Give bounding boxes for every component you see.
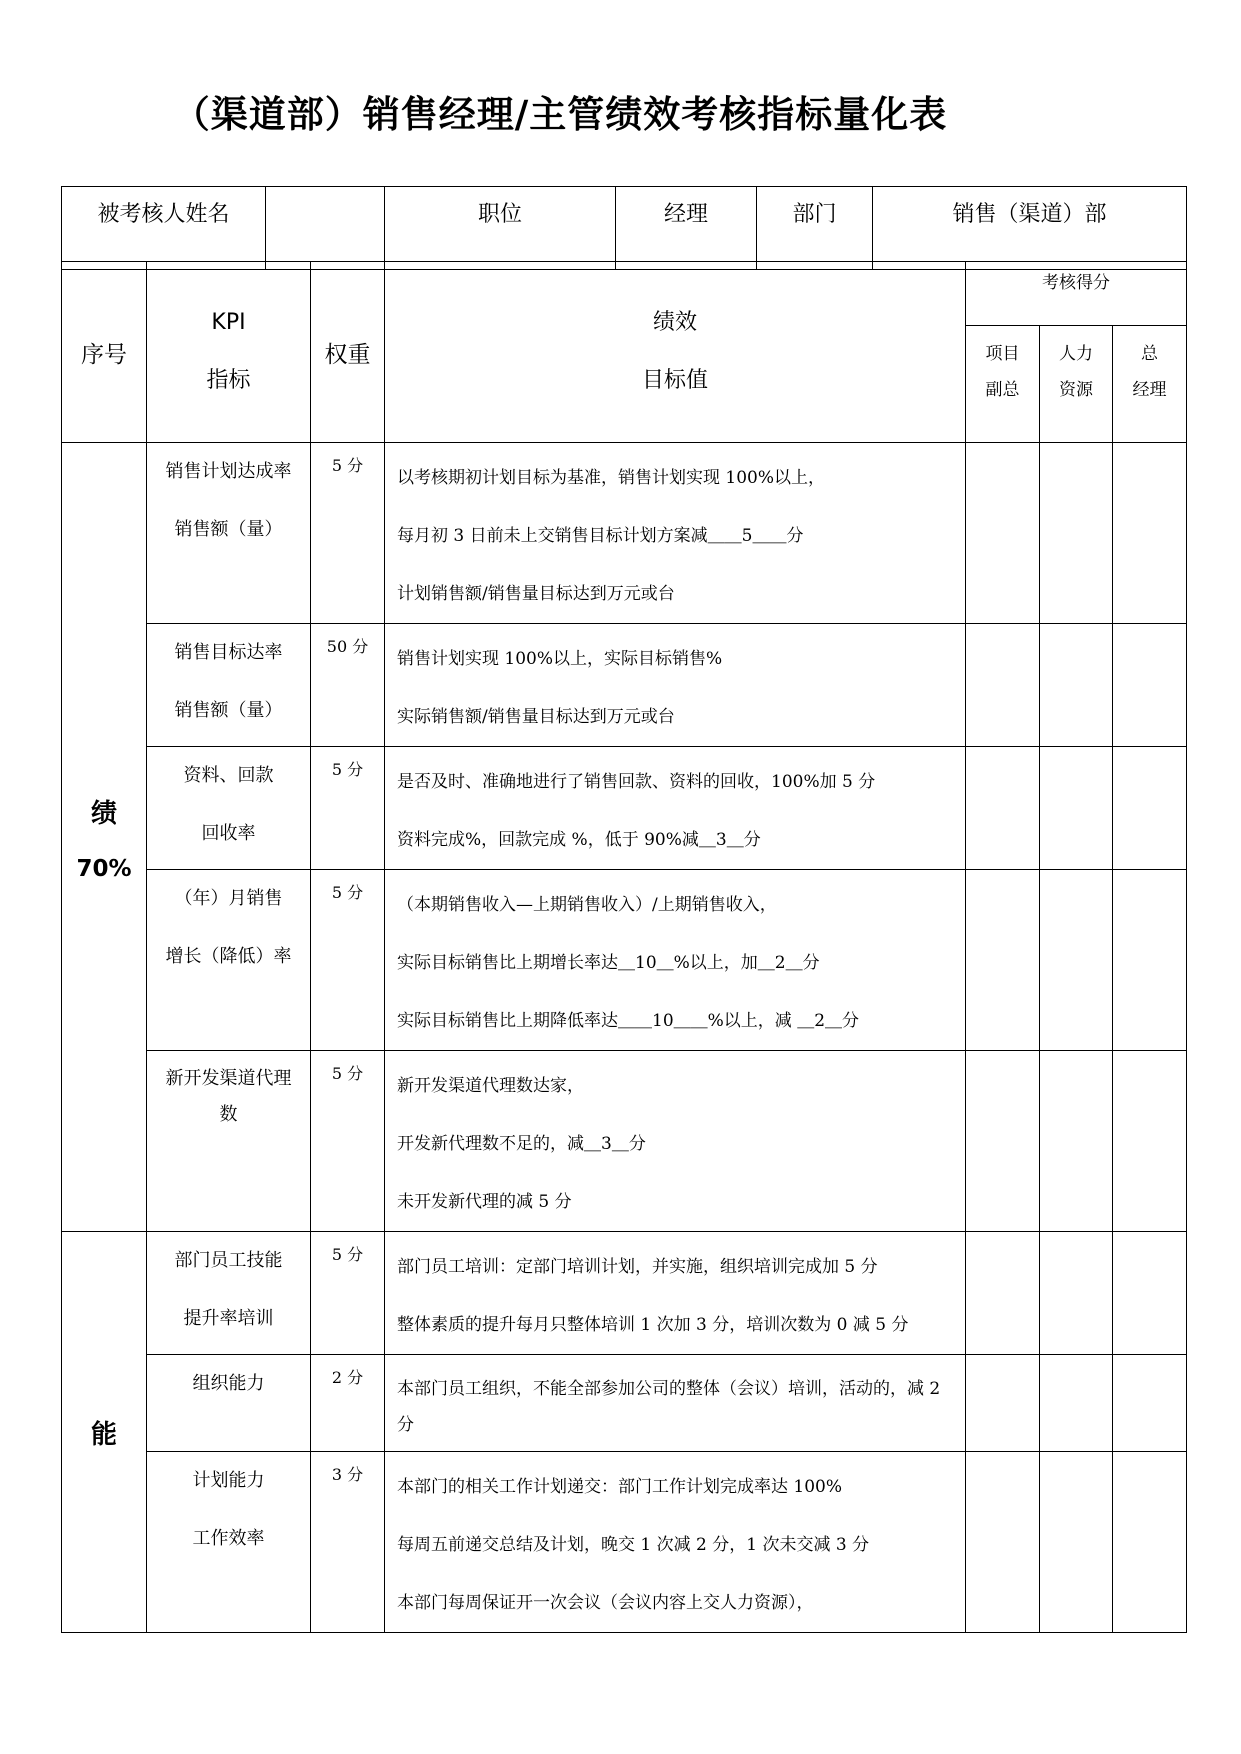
kpi-name [147,747,311,870]
kpi-line: 销售计划达成率 [165,461,292,482]
header-score-vp-line2: 副总 [985,380,1020,400]
header-weight: 权重 [311,262,385,443]
score-hr-cell[interactable] [1040,1232,1113,1355]
target-line: 销售计划实现 100%以上，实际目标销售% [397,649,723,669]
score-vp-cell[interactable] [966,1452,1040,1633]
target-line: 整体素质的提升每月只整体培训 1 次加 3 分，培训次数为 0 减 5 分 [397,1315,909,1335]
header-score-gm [1113,326,1187,443]
header-score-gm-line2: 经理 [1132,380,1167,400]
score-gm-cell[interactable] [1113,1355,1187,1452]
name-label: 被考核人姓名 [62,187,266,270]
kpi-target [385,1232,966,1355]
target-line: 实际销售额/销售量目标达到万元或台 [397,707,675,727]
header-kpi-line1: KPI [211,310,246,335]
score-vp-cell[interactable] [966,1051,1040,1232]
kpi-line: 资料、回款 [183,765,274,786]
kpi-weight: 5 分 [311,870,385,1051]
header-score-hr [1040,326,1113,443]
table-row [62,870,1187,1051]
kpi-target [385,1355,966,1452]
kpi-name [147,443,311,624]
table-row [62,1051,1187,1232]
target-line: 是否及时、准确地进行了销售回款、资料的回收，100%加 5 分 [397,772,876,792]
target-line: 实际目标销售比上期增长率达＿10＿%以上，加＿2＿分 [397,953,820,973]
target-line: 未开发新代理的减 5 分 [397,1192,572,1212]
employee-info-table [61,186,1187,270]
kpi-weight: 3 分 [311,1452,385,1633]
target-line: 部门员工培训：定部门培训计划，并实施，组织培训完成加 5 分 [397,1257,878,1277]
score-vp-cell[interactable] [966,443,1040,624]
score-hr-cell[interactable] [1040,870,1113,1051]
target-line: 资料完成%，回款完成 %，低于 90%减＿3＿分 [397,830,761,850]
table-row [62,443,1187,624]
kpi-weight: 50 分 [311,624,385,747]
kpi-line: 工作效率 [192,1528,265,1549]
target-line: （本期销售收入—上期销售收入）/上期销售收入， [397,895,777,915]
kpi-line: 新开发渠道代理 [165,1068,292,1089]
kpi-weight: 2 分 [311,1355,385,1452]
header-performance-line1: 绩效 [652,310,697,335]
kpi-target [385,443,966,624]
kpi-weight: 5 分 [311,1051,385,1232]
score-gm-cell[interactable] [1113,1051,1187,1232]
target-line: 新开发渠道代理数达家， [397,1076,584,1096]
kpi-name [147,870,311,1051]
header-performance [385,262,966,443]
name-value[interactable] [266,187,385,270]
kpi-weight: 5 分 [311,1232,385,1355]
kpi-table [61,261,1187,1633]
kpi-target [385,1452,966,1633]
kpi-name [147,1355,311,1452]
table-row [62,624,1187,747]
dept-value: 销售（渠道）部 [873,187,1187,270]
target-line: 每月初 3 日前未上交销售目标计划方案减＿＿5＿＿分 [397,526,804,546]
kpi-line: 组织能力 [192,1373,265,1394]
score-vp-cell[interactable] [966,1232,1040,1355]
score-vp-cell[interactable] [966,870,1040,1051]
kpi-target [385,747,966,870]
score-gm-cell[interactable] [1113,747,1187,870]
position-value: 经理 [616,187,757,270]
table-row [62,1355,1187,1452]
score-gm-cell[interactable] [1113,1232,1187,1355]
header-score-hr-line2: 资源 [1059,380,1093,400]
score-gm-cell[interactable] [1113,1452,1187,1633]
table-row [62,747,1187,870]
header-kpi-line2: 指标 [206,368,251,393]
target-line: 本部门的相关工作计划递交：部门工作计划完成率达 100% [397,1477,843,1497]
kpi-weight: 5 分 [311,443,385,624]
score-vp-cell[interactable] [966,1355,1040,1452]
kpi-target [385,624,966,747]
target-line: 本部门员工组织，不能全部参加公司的整体（会议）培训，活动的，减 2 分 [397,1379,941,1435]
score-hr-cell[interactable] [1040,747,1113,870]
kpi-target [385,870,966,1051]
kpi-line: 销售额（量） [174,519,283,540]
kpi-line: （年）月销售 [174,888,283,909]
score-gm-cell[interactable] [1113,870,1187,1051]
header-score: 考核得分 [966,262,1187,326]
kpi-name [147,624,311,747]
score-vp-cell[interactable] [966,747,1040,870]
kpi-line: 部门员工技能 [174,1250,283,1271]
header-score-vp [966,326,1040,443]
kpi-name [147,1452,311,1633]
target-line: 以考核期初计划目标为基准，销售计划实现 100%以上， [397,468,826,488]
kpi-weight: 5 分 [311,747,385,870]
kpi-line: 销售额（量） [174,700,283,721]
score-vp-cell[interactable] [966,624,1040,747]
kpi-line: 计划能力 [192,1470,265,1491]
header-score-hr-line1: 人力 [1059,344,1093,364]
kpi-line: 数 [219,1104,238,1125]
category-performance-pct: 70% [76,855,132,882]
score-hr-cell[interactable] [1040,624,1113,747]
kpi-line: 回收率 [201,823,256,844]
target-line: 开发新代理数不足的，减＿3＿分 [397,1134,646,1154]
kpi-line: 销售目标达率 [174,642,283,663]
target-line: 计划销售额/销售量目标达到万元或台 [397,584,675,604]
header-score-vp-line1: 项目 [985,344,1020,364]
kpi-name [147,1232,311,1355]
target-line: 每周五前递交总结及计划，晚交 1 次减 2 分，1 次未交减 3 分 [397,1535,870,1555]
kpi-name [147,1051,311,1232]
score-gm-cell[interactable] [1113,624,1187,747]
score-hr-cell[interactable] [1040,1051,1113,1232]
page-title: （渠道部）销售经理/主管绩效考核指标量化表 [172,93,948,136]
target-line: 本部门每周保证开一次会议（会议内容上交人力资源）， [397,1593,814,1613]
header-performance-line2: 目标值 [641,368,708,393]
score-gm-cell[interactable] [1113,443,1187,624]
table-row [62,1232,1187,1355]
table-row [62,1452,1187,1633]
header-score-gm-line1: 总 [1141,344,1158,364]
score-hr-cell[interactable] [1040,1452,1113,1633]
score-hr-cell[interactable] [1040,1355,1113,1452]
dept-label: 部门 [757,187,873,270]
category-ability-label: 能 [90,1419,117,1450]
header-seq: 序号 [62,262,147,443]
position-label: 职位 [385,187,616,270]
kpi-line: 增长（降低）率 [165,946,292,967]
header-kpi [147,262,311,443]
target-line: 实际目标销售比上期降低率达＿＿10＿＿%以上，减 ＿2＿分 [397,1011,860,1031]
kpi-target [385,1051,966,1232]
category-ability [62,1232,147,1633]
score-hr-cell[interactable] [1040,443,1113,624]
category-performance-label: 绩 [90,798,117,829]
kpi-line: 提升率培训 [183,1308,274,1329]
category-performance [62,443,147,1232]
